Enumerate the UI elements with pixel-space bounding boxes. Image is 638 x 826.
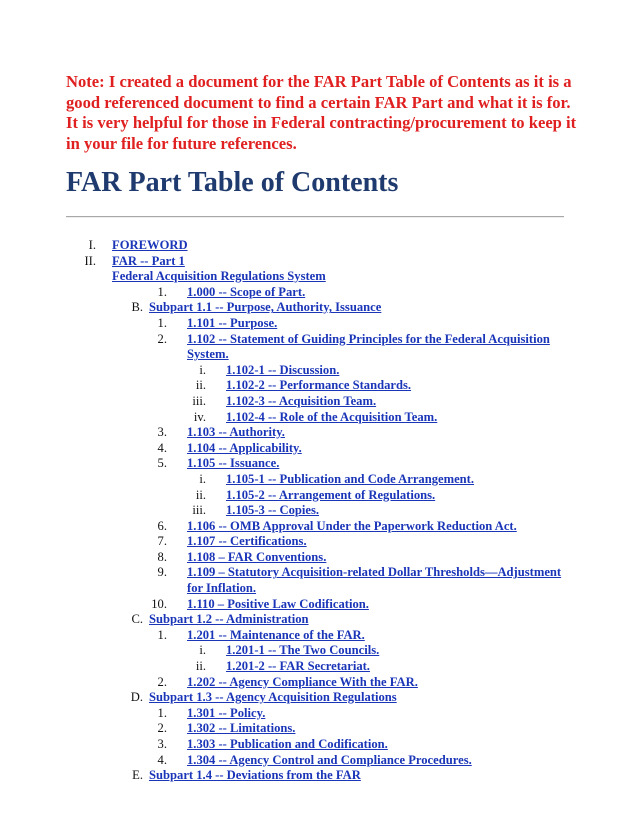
toc-item-marker: i.: [199, 362, 206, 377]
toc-item: [0, 316, 565, 332]
toc-item: [0, 441, 565, 457]
page-title: FAR Part Table of Contents: [66, 167, 399, 198]
toc-item: [0, 768, 565, 784]
toc-item-link[interactable]: 1.302 -- Limitations.: [187, 721, 296, 736]
toc-item-link[interactable]: 1.107 -- Certifications.: [187, 534, 307, 549]
toc-item-marker: 1.: [157, 315, 167, 330]
toc-item: [0, 659, 565, 675]
toc-item-marker: 1.: [157, 284, 167, 299]
toc-item: [0, 394, 565, 410]
toc-item: [0, 363, 565, 379]
toc-item-marker: 4.: [157, 440, 167, 455]
toc-item: [0, 238, 565, 254]
toc-item-link[interactable]: 1.105 -- Issuance.: [187, 456, 280, 471]
toc-item-marker: i.: [199, 643, 206, 658]
toc-item-link[interactable]: 1.102-1 -- Discussion.: [226, 362, 340, 377]
toc-item-link[interactable]: 1.201 -- Maintenance of the FAR.: [187, 627, 365, 642]
toc-item: [0, 378, 565, 394]
toc-item-link[interactable]: 1.109 – Statutory Acquisition-related Dollar Thresholds—Adjustment for Inflation.: [187, 565, 562, 596]
toc-item-marker: 2.: [157, 721, 167, 736]
toc-item-link[interactable]: 1.102-4 -- Role of the Acquisition Team.: [226, 409, 438, 424]
toc-item: [0, 332, 565, 363]
toc-item-marker: 10.: [151, 596, 167, 611]
toc-item: [0, 269, 565, 285]
toc-item-link[interactable]: 1.303 -- Publication and Codification.: [187, 737, 388, 751]
toc-item-marker: 9.: [157, 565, 167, 580]
toc-item-marker: 5.: [157, 456, 167, 471]
toc-item-marker: 2.: [157, 674, 167, 689]
table-of-contents: [0, 238, 638, 784]
toc-item: [0, 706, 565, 722]
toc-item-link[interactable]: 1.201-1 -- The Two Councils.: [226, 643, 380, 658]
toc-item-marker: 8.: [157, 549, 167, 564]
toc-item-link[interactable]: 1.110 – Positive Law Codification.: [187, 596, 369, 611]
toc-item-marker: 1.: [157, 627, 167, 642]
toc-item-link[interactable]: 1.102-3 -- Acquisition Team.: [226, 393, 377, 408]
toc-item-marker: I.: [88, 238, 96, 252]
toc-item: [0, 503, 565, 519]
toc-item-link[interactable]: 1.103 -- Authority.: [187, 425, 285, 440]
horizontal-divider: [66, 216, 564, 218]
toc-item-marker: i.: [199, 471, 206, 486]
toc-item-marker: iii.: [192, 503, 206, 518]
toc-item: [0, 550, 565, 566]
toc-item-link[interactable]: Subpart 1.2 -- Administration: [149, 612, 309, 627]
toc-item: [0, 519, 565, 535]
toc-item-link[interactable]: 1.105-3 -- Copies.: [226, 503, 320, 518]
toc-item-marker: II.: [84, 253, 96, 268]
toc-item: [0, 690, 565, 706]
toc-item-link[interactable]: Subpart 1.4 -- Deviations from the FAR: [149, 768, 361, 783]
toc-item: [0, 300, 565, 316]
toc-item-link[interactable]: 1.301 -- Policy.: [187, 705, 266, 720]
toc-item-marker: B.: [131, 300, 143, 315]
toc-item-marker: 2.: [157, 331, 167, 346]
toc-item-marker: 3.: [157, 737, 167, 751]
toc-item-link[interactable]: 1.101 -- Purpose.: [187, 315, 278, 330]
toc-item-marker: iii.: [192, 393, 206, 408]
toc-item: [0, 254, 565, 270]
toc-item-link[interactable]: Subpart 1.1 -- Purpose, Authority, Issuance: [149, 300, 382, 315]
toc-item-marker: 7.: [157, 534, 167, 549]
toc-item: [0, 628, 565, 644]
toc-item-link[interactable]: Subpart 1.3 -- Agency Acquisition Regulations: [149, 690, 397, 705]
toc-item-marker: C.: [131, 612, 143, 627]
toc-item-link[interactable]: 1.102 -- Statement of Guiding Principles for the Federal Acquisition System.: [187, 331, 550, 362]
toc-item-link[interactable]: 1.000 -- Scope of Part.: [187, 284, 306, 299]
toc-item: [0, 675, 565, 691]
toc-item-marker: 6.: [157, 518, 167, 533]
toc-item: [0, 285, 565, 301]
toc-item: [0, 488, 565, 504]
toc-item: [0, 737, 565, 753]
toc-item-link[interactable]: 1.105-2 -- Arrangement of Regulations.: [226, 487, 436, 502]
toc-item: [0, 565, 565, 596]
toc-item-link[interactable]: 1.304 -- Agency Control and Compliance Procedures.: [187, 752, 472, 767]
toc-item: [0, 456, 565, 472]
toc-item-marker: ii.: [195, 378, 206, 393]
toc-item: [0, 534, 565, 550]
toc-item-marker: 4.: [157, 752, 167, 767]
toc-item: [0, 753, 565, 769]
toc-item-link[interactable]: 1.104 -- Applicability.: [187, 440, 302, 455]
toc-item-link[interactable]: FOREWORD: [112, 238, 188, 252]
toc-item: [0, 597, 565, 613]
toc-item-marker: ii.: [195, 659, 206, 674]
toc-item-marker: ii.: [195, 487, 206, 502]
toc-item-marker: iv.: [193, 409, 206, 424]
toc-item: [0, 721, 565, 737]
toc-item: [0, 472, 565, 488]
toc-item-marker: 1.: [157, 705, 167, 720]
toc-item-marker: E.: [132, 768, 143, 783]
toc-item-link[interactable]: FAR -- Part 1: [112, 253, 185, 268]
toc-item: [0, 425, 565, 441]
toc-item-link[interactable]: 1.202 -- Agency Compliance With the FAR.: [187, 674, 418, 689]
toc-item-link[interactable]: 1.201-2 -- FAR Secretariat.: [226, 659, 370, 674]
toc-item-link[interactable]: 1.105-1 -- Publication and Code Arrangement.: [226, 471, 475, 486]
toc-item-marker: D.: [130, 690, 143, 705]
toc-item: [0, 643, 565, 659]
note-paragraph: Note: I created a document for the FAR Part Table of Contents as it is a good referenced document to find a certain FAR Part and what it is for. It is very helpful for those in Federal contracting/procurement to keep it in your file for future references.: [66, 72, 577, 153]
toc-item-link[interactable]: 1.106 -- OMB Approval Under the Paperwork Reduction Act.: [187, 518, 517, 533]
toc-item-link[interactable]: 1.108 – FAR Conventions.: [187, 549, 327, 564]
toc-item: [0, 612, 565, 628]
toc-item-link[interactable]: 1.102-2 -- Performance Standards.: [226, 378, 412, 393]
toc-item-link[interactable]: Federal Acquisition Regulations System: [112, 269, 326, 284]
toc-item: [0, 410, 565, 426]
toc-item-marker: 3.: [157, 425, 167, 440]
